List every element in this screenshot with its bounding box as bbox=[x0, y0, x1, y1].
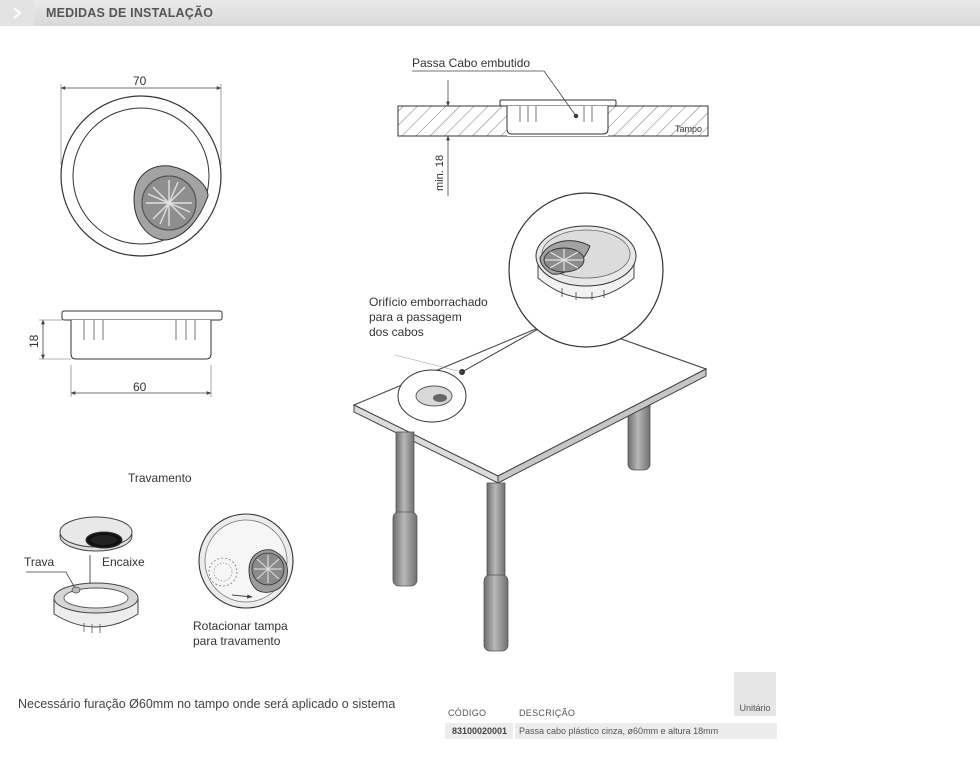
locking-title: Travamento bbox=[128, 471, 192, 485]
section-title: MEDIDAS DE INSTALAÇÃO bbox=[46, 6, 214, 20]
installation-note: Necessário furação Ø60mm no tampo onde será aplicado o sistema bbox=[18, 697, 396, 711]
product-description: Passa cabo plástico cinza, ø60mm e altura 18mm bbox=[519, 726, 719, 736]
unit-label: Unitário bbox=[739, 703, 771, 713]
column-divider bbox=[513, 723, 515, 739]
height-label: 18 bbox=[27, 334, 41, 348]
top-view bbox=[61, 84, 221, 256]
table-row bbox=[445, 723, 777, 739]
lock-label: Trava bbox=[24, 555, 55, 569]
min-thickness-label: min. 18 bbox=[434, 154, 446, 191]
locking-detail bbox=[26, 514, 293, 633]
product-label: Passa Cabo embutido bbox=[412, 56, 531, 70]
desk-illustration bbox=[354, 193, 706, 651]
table-callout: Orifício emborrachado para a passagem dos cabos bbox=[369, 295, 488, 339]
product-code: 83100020001 bbox=[452, 726, 508, 736]
surface-label: Tampo bbox=[675, 124, 703, 134]
diameter-body-label: 60 bbox=[133, 380, 147, 394]
fit-label: Encaixe bbox=[102, 555, 145, 569]
code-column-header: CÓDIGO bbox=[448, 708, 487, 718]
diameter-top-label: 70 bbox=[133, 74, 147, 88]
side-view bbox=[39, 311, 222, 397]
rotate-caption: Rotacionar tampa para travamento bbox=[193, 619, 288, 648]
description-column-header: DESCRIÇÃO bbox=[519, 708, 576, 718]
unit-badge bbox=[734, 672, 776, 716]
